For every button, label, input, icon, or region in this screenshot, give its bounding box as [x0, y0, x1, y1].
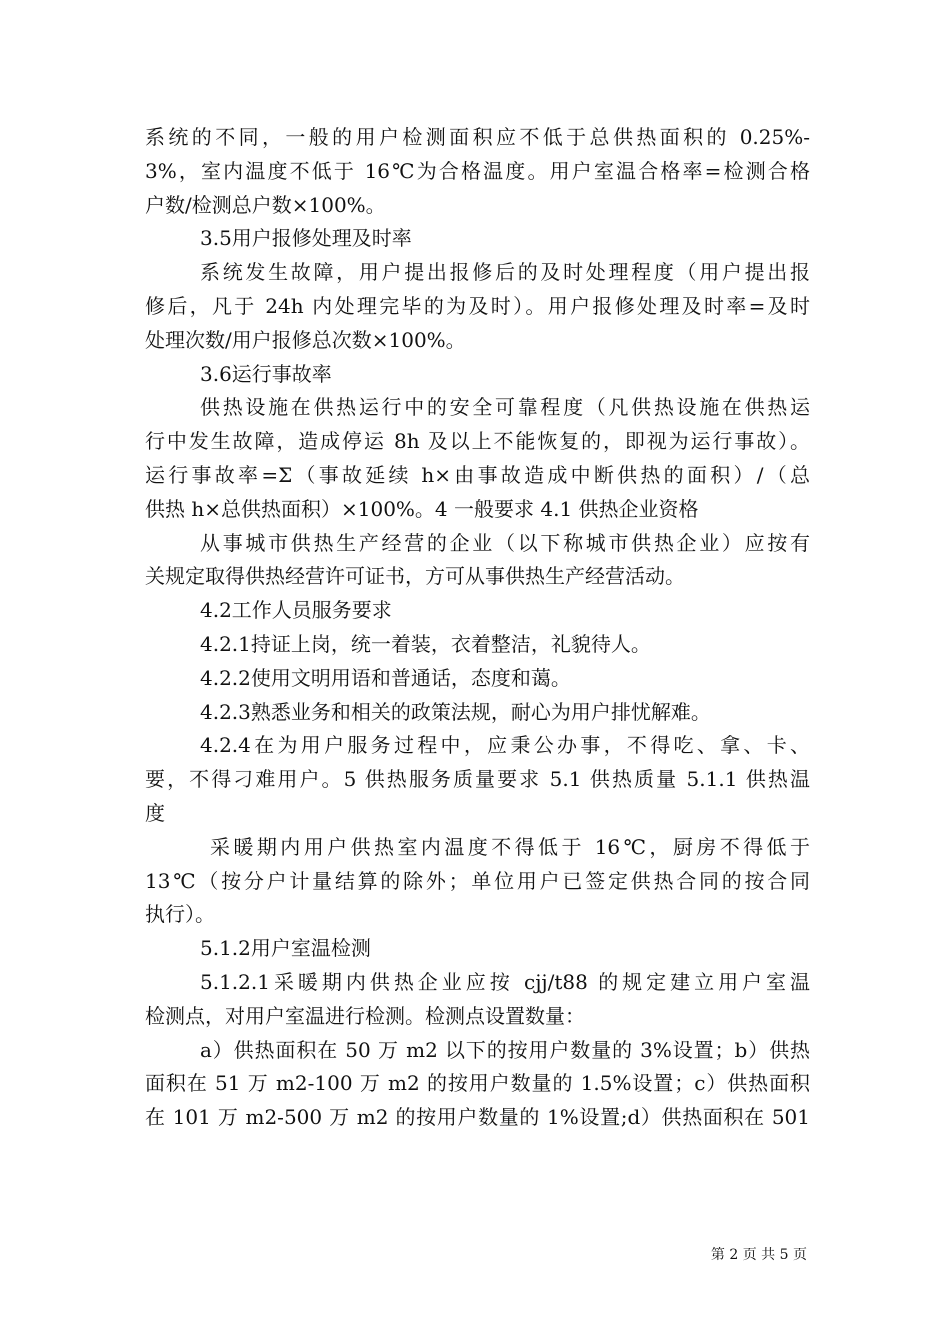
text-line: 户数/检测总户数×100%。: [145, 192, 386, 217]
text-line: 5.1.2用户室温检测: [200, 936, 371, 961]
text-line: 4.2.3熟悉业务和相关的政策法规，耐心为用户排忧解难。: [200, 699, 711, 724]
text-line: 采暖期内用户供热室内温度不得低于 16℃，厨房不得低于: [210, 834, 810, 859]
text-line: 4.2.4在为用户服务过程中，应秉公办事，不得吃、拿、卡、: [200, 733, 810, 758]
text-line: 供热设施在供热运行中的安全可靠程度（凡供热设施在供热运: [200, 395, 810, 420]
text-line: a）供热面积在 50 万 m2 以下的按用户数量的 3%设置；b）供热: [200, 1037, 810, 1062]
text-line: 3%，室内温度不低于 16℃为合格温度。用户室温合格率=检测合格: [145, 158, 810, 183]
text-line: 面积在 51 万 m2-100 万 m2 的按用户数量的 1.5%设置；c）供热面积: [145, 1071, 810, 1096]
text-line: 3.5用户报修处理及时率: [200, 226, 412, 251]
text-line: 执行）。: [145, 902, 215, 927]
text-line: 要，不得刁难用户。5 供热服务质量要求 5.1 供热质量 5.1.1 供热温: [145, 767, 810, 792]
text-line: 修后，凡于 24h 内处理完毕的为及时）。用户报修处理及时率=及时: [145, 293, 810, 318]
text-line: 在 101 万 m2-500 万 m2 的按用户数量的 1%设置;d）供热面积在 501: [145, 1105, 810, 1130]
text-line: 13℃（按分户计量结算的除外；单位用户已签定供热合同的按合同: [145, 868, 810, 893]
text-line: 度: [145, 800, 165, 825]
text-line: 4.2.1持证上岗，统一着装，衣着整洁，礼貌待人。: [200, 631, 651, 656]
text-line: 检测点，对用户室温进行检测。检测点设置数量：: [145, 1003, 585, 1028]
text-line: 4.2.2使用文明用语和普通话，态度和蔼。: [200, 665, 571, 690]
text-line: 从事城市供热生产经营的企业（以下称城市供热企业）应按有: [200, 530, 810, 555]
text-line: 行中发生故障，造成停运 8h 及以上不能恢复的，即视为运行事故）。: [145, 429, 810, 454]
text-line: 供热 h×总供热面积）×100%。4 一般要求 4.1 供热企业资格: [145, 496, 699, 521]
text-line: 4.2工作人员服务要求: [200, 598, 392, 623]
text-line: 3.6运行事故率: [200, 361, 332, 386]
page-number: 第 2 页 共 5 页: [710, 1247, 807, 1263]
text-line: 系统发生故障，用户提出报修后的及时处理程度（用户提出报: [200, 260, 810, 285]
body-text: [145, 121, 810, 1135]
text-line: 运行事故率=Σ（事故延续 h×由事故造成中断供热的面积）/（总: [145, 462, 810, 487]
text-line: 系统的不同，一般的用户检测面积应不低于总供热面积的 0.25%-: [145, 125, 810, 149]
text-line: 5.1.2.1采暖期内供热企业应按 cjj/t88 的规定建立用户室温: [200, 969, 810, 994]
text-line: 关规定取得供热经营许可证书，方可从事供热生产经营活动。: [145, 564, 685, 589]
text-line: 处理次数/用户报修总次数×100%。: [145, 327, 466, 352]
